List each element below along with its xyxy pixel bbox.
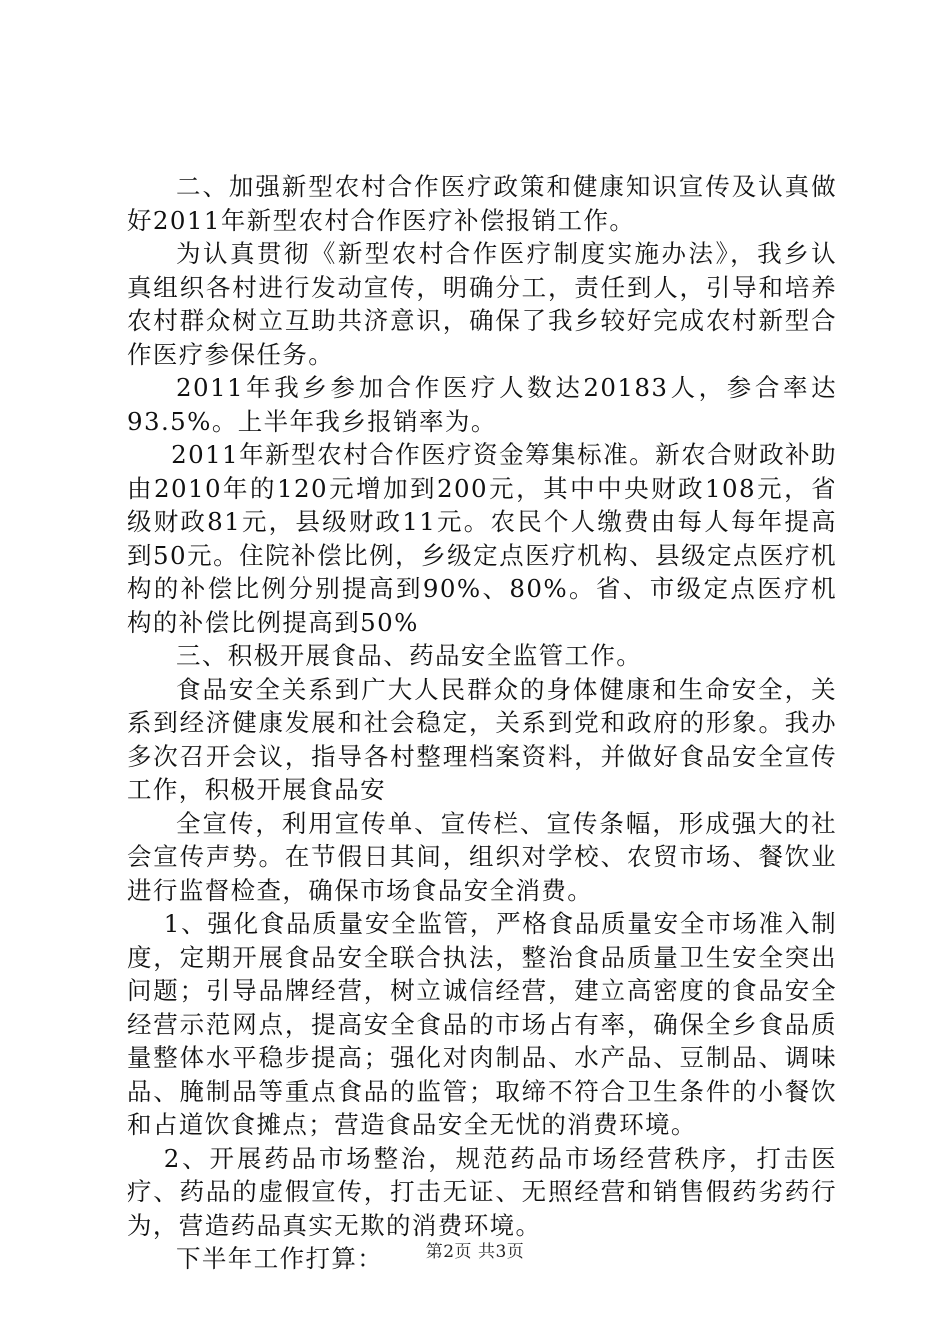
section-heading-food-drug-safety: 三、积极开展食品、药品安全监管工作。 bbox=[176, 641, 643, 670]
section-heading-medical-insurance: 二、加强新型农村合作医疗政策和健康知识宣传及认真做好2011年新型农村合作医疗补偿报销工作。 bbox=[127, 172, 837, 235]
paragraph-food-safety-importance: 食品安全关系到广大人民群众的身体健康和生命安全，关系到经济健康发展和社会稳定，关系到党和政府的形象。我办多次召开会议，指导各村整理档案资料，并做好食品安全宣传工作，积极开展食品安 bbox=[127, 674, 837, 804]
page-number-footer: 第2页 共3页 bbox=[425, 1242, 525, 1262]
paragraph-implementation: 为认真贯彻《新型农村合作医疗制度实施办法》，我乡认真组织各村进行发动宣传，明确分工，责任到人，引导和培养农村群众树立互助共济意识，确保了我乡较好完成农村新型合作医疗参保任务。 bbox=[127, 239, 837, 369]
paragraph-second-half-plan: 下半年工作打算： bbox=[176, 1244, 384, 1273]
document-body bbox=[127, 170, 837, 1276]
paragraph-participation-stats: 2011年我乡参加合作医疗人数达20183人，参合率达93.5%。上半年我乡报销率为。 bbox=[127, 373, 837, 436]
paragraph-food-safety-publicity: 全宣传，利用宣传单、宣传栏、宣传条幅，形成强大的社会宣传声势。在节假日其间，组织对学校、农贸市场、餐饮业进行监督检查，确保市场食品安全消费。 bbox=[127, 808, 837, 905]
paragraph-funding-standards: 2011年新型农村合作医疗资金筹集标准。新农合财政补助由2010年的120元增加到200元，其中中央财政108元，省级财政81元，县级财政11元。农民个人缴费由每人每年提高到50元。住院补偿比例，乡级定点医疗机构、县级定点医疗机构的补偿比例分别提高到90%、80%。省、市级定点医疗机构的补偿比例提高到50% bbox=[127, 440, 837, 637]
paragraph-drug-market-rectification: 2、开展药品市场整治，规范药品市场经营秩序，打击医疗、药品的虚假宣传，打击无证、无照经营和销售假药劣药行为，营造药品真实无欺的消费环境。 bbox=[127, 1143, 837, 1240]
paragraph-food-quality-supervision: 1、强化食品质量安全监管，严格食品质量安全市场准入制度，定期开展食品安全联合执法，整治食品质量卫生安全突出问题；引导品牌经营，树立诚信经营，建立高密度的食品安全经营示范网点，提高安全食品的市场占有率，确保全乡食品质量整体水平稳步提高；强化对肉制品、水产品、豆制品、调味品、腌制品等重点食品的监管；取缔不符合卫生条件的小餐饮和占道饮食摊点；营造食品安全无忧的消费环境。 bbox=[127, 909, 837, 1139]
